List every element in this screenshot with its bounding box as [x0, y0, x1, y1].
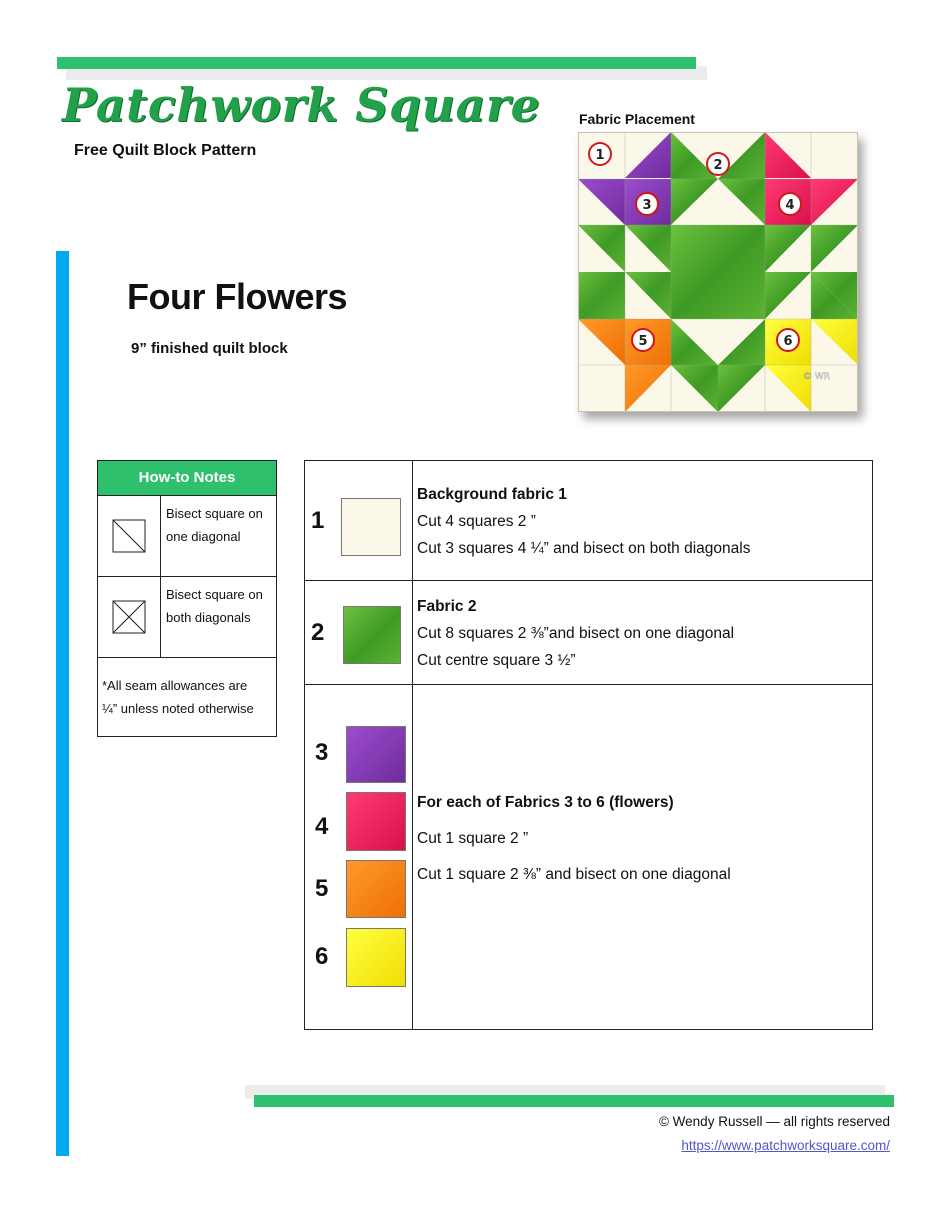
fabric-number: 3: [315, 739, 329, 766]
fabric-swatch-4: [346, 792, 406, 851]
note-text: Bisect square on: [166, 506, 263, 521]
bottom-accent-bar: [254, 1095, 894, 1107]
fabric-number: 4: [315, 813, 329, 840]
note-row-one-diagonal: [98, 496, 276, 577]
fabric-number: 5: [315, 875, 329, 902]
marker-6: [777, 329, 799, 351]
pattern-title: Four Flowers: [127, 276, 348, 317]
two-diagonals-icon: [112, 600, 146, 634]
note-text: Bisect square on: [166, 587, 263, 602]
fabric-row-2: [305, 581, 872, 685]
fabric-name: For each of Fabrics 3 to 6 (flowers): [417, 794, 674, 811]
marker-3: [636, 193, 658, 215]
fabric-swatch-5: [346, 860, 406, 918]
copyright: © Wendy Russell — all rights reserved: [658, 1114, 890, 1129]
svg-text:2: 2: [713, 158, 723, 173]
svg-text:5: 5: [638, 334, 648, 349]
cut-instruction: Cut 1 square 2 ⅜” and bisect on one diagonal: [417, 866, 731, 883]
cut-instruction: Cut 3 squares 4 ¼” and bisect on both diagonals: [417, 540, 751, 557]
how-to-heading: How-to Notes: [98, 461, 276, 496]
fabric-placement-diagram: [578, 132, 858, 412]
fabric-swatch-3: [346, 726, 406, 783]
fabric-swatch-6: [346, 928, 406, 987]
website-link[interactable]: https://www.patchworksquare.com/: [681, 1138, 890, 1153]
svg-text:4: 4: [785, 198, 795, 213]
note-text: one diagonal: [166, 529, 241, 544]
cut-instruction: Cut 4 squares 2 ”: [417, 513, 536, 530]
fabric-name: Background fabric 1: [417, 486, 567, 503]
svg-text:6: 6: [783, 334, 793, 349]
svg-text:3: 3: [642, 198, 652, 213]
how-to-notes: [97, 460, 277, 737]
cut-instruction: Cut 8 squares 2 ⅜”and bisect on one diagonal: [417, 625, 735, 642]
fabric-cutting-table: [304, 460, 873, 1030]
marker-2: [707, 153, 729, 175]
fabric-placement-label: Fabric Placement: [579, 111, 695, 127]
top-accent-bar: [57, 57, 696, 69]
block-size: 9” finished quilt block: [131, 340, 288, 357]
fabric-row-1: [305, 461, 872, 581]
cut-instruction: Cut centre square 3 ½”: [417, 652, 576, 669]
fabric-number: 6: [315, 943, 329, 970]
cut-instruction: Cut 1 square 2 ”: [417, 830, 529, 847]
one-diagonal-icon: [112, 519, 146, 553]
watermark: © WR: [803, 372, 831, 382]
fabric-row-flowers: [305, 685, 872, 1029]
left-accent-bar: [56, 251, 69, 1156]
seam-allowance-note: *All seam allowances are ¼” unless noted otherwise: [102, 678, 254, 716]
note-row-two-diagonals: [98, 577, 276, 658]
fabric-number: 2: [311, 619, 325, 646]
fabric-swatch-2: [343, 606, 401, 664]
marker-1: [589, 143, 611, 165]
svg-text:1: 1: [595, 148, 605, 163]
note-text: both diagonals: [166, 610, 251, 625]
fabric-name: Fabric 2: [417, 598, 477, 615]
fabric-swatch-1: [341, 498, 401, 556]
fabric-number: 1: [311, 507, 325, 534]
marker-5: [632, 329, 654, 351]
site-subtitle: Free Quilt Block Pattern: [74, 142, 257, 159]
marker-4: [779, 193, 801, 215]
logo: Patchwork Square: [62, 78, 541, 132]
